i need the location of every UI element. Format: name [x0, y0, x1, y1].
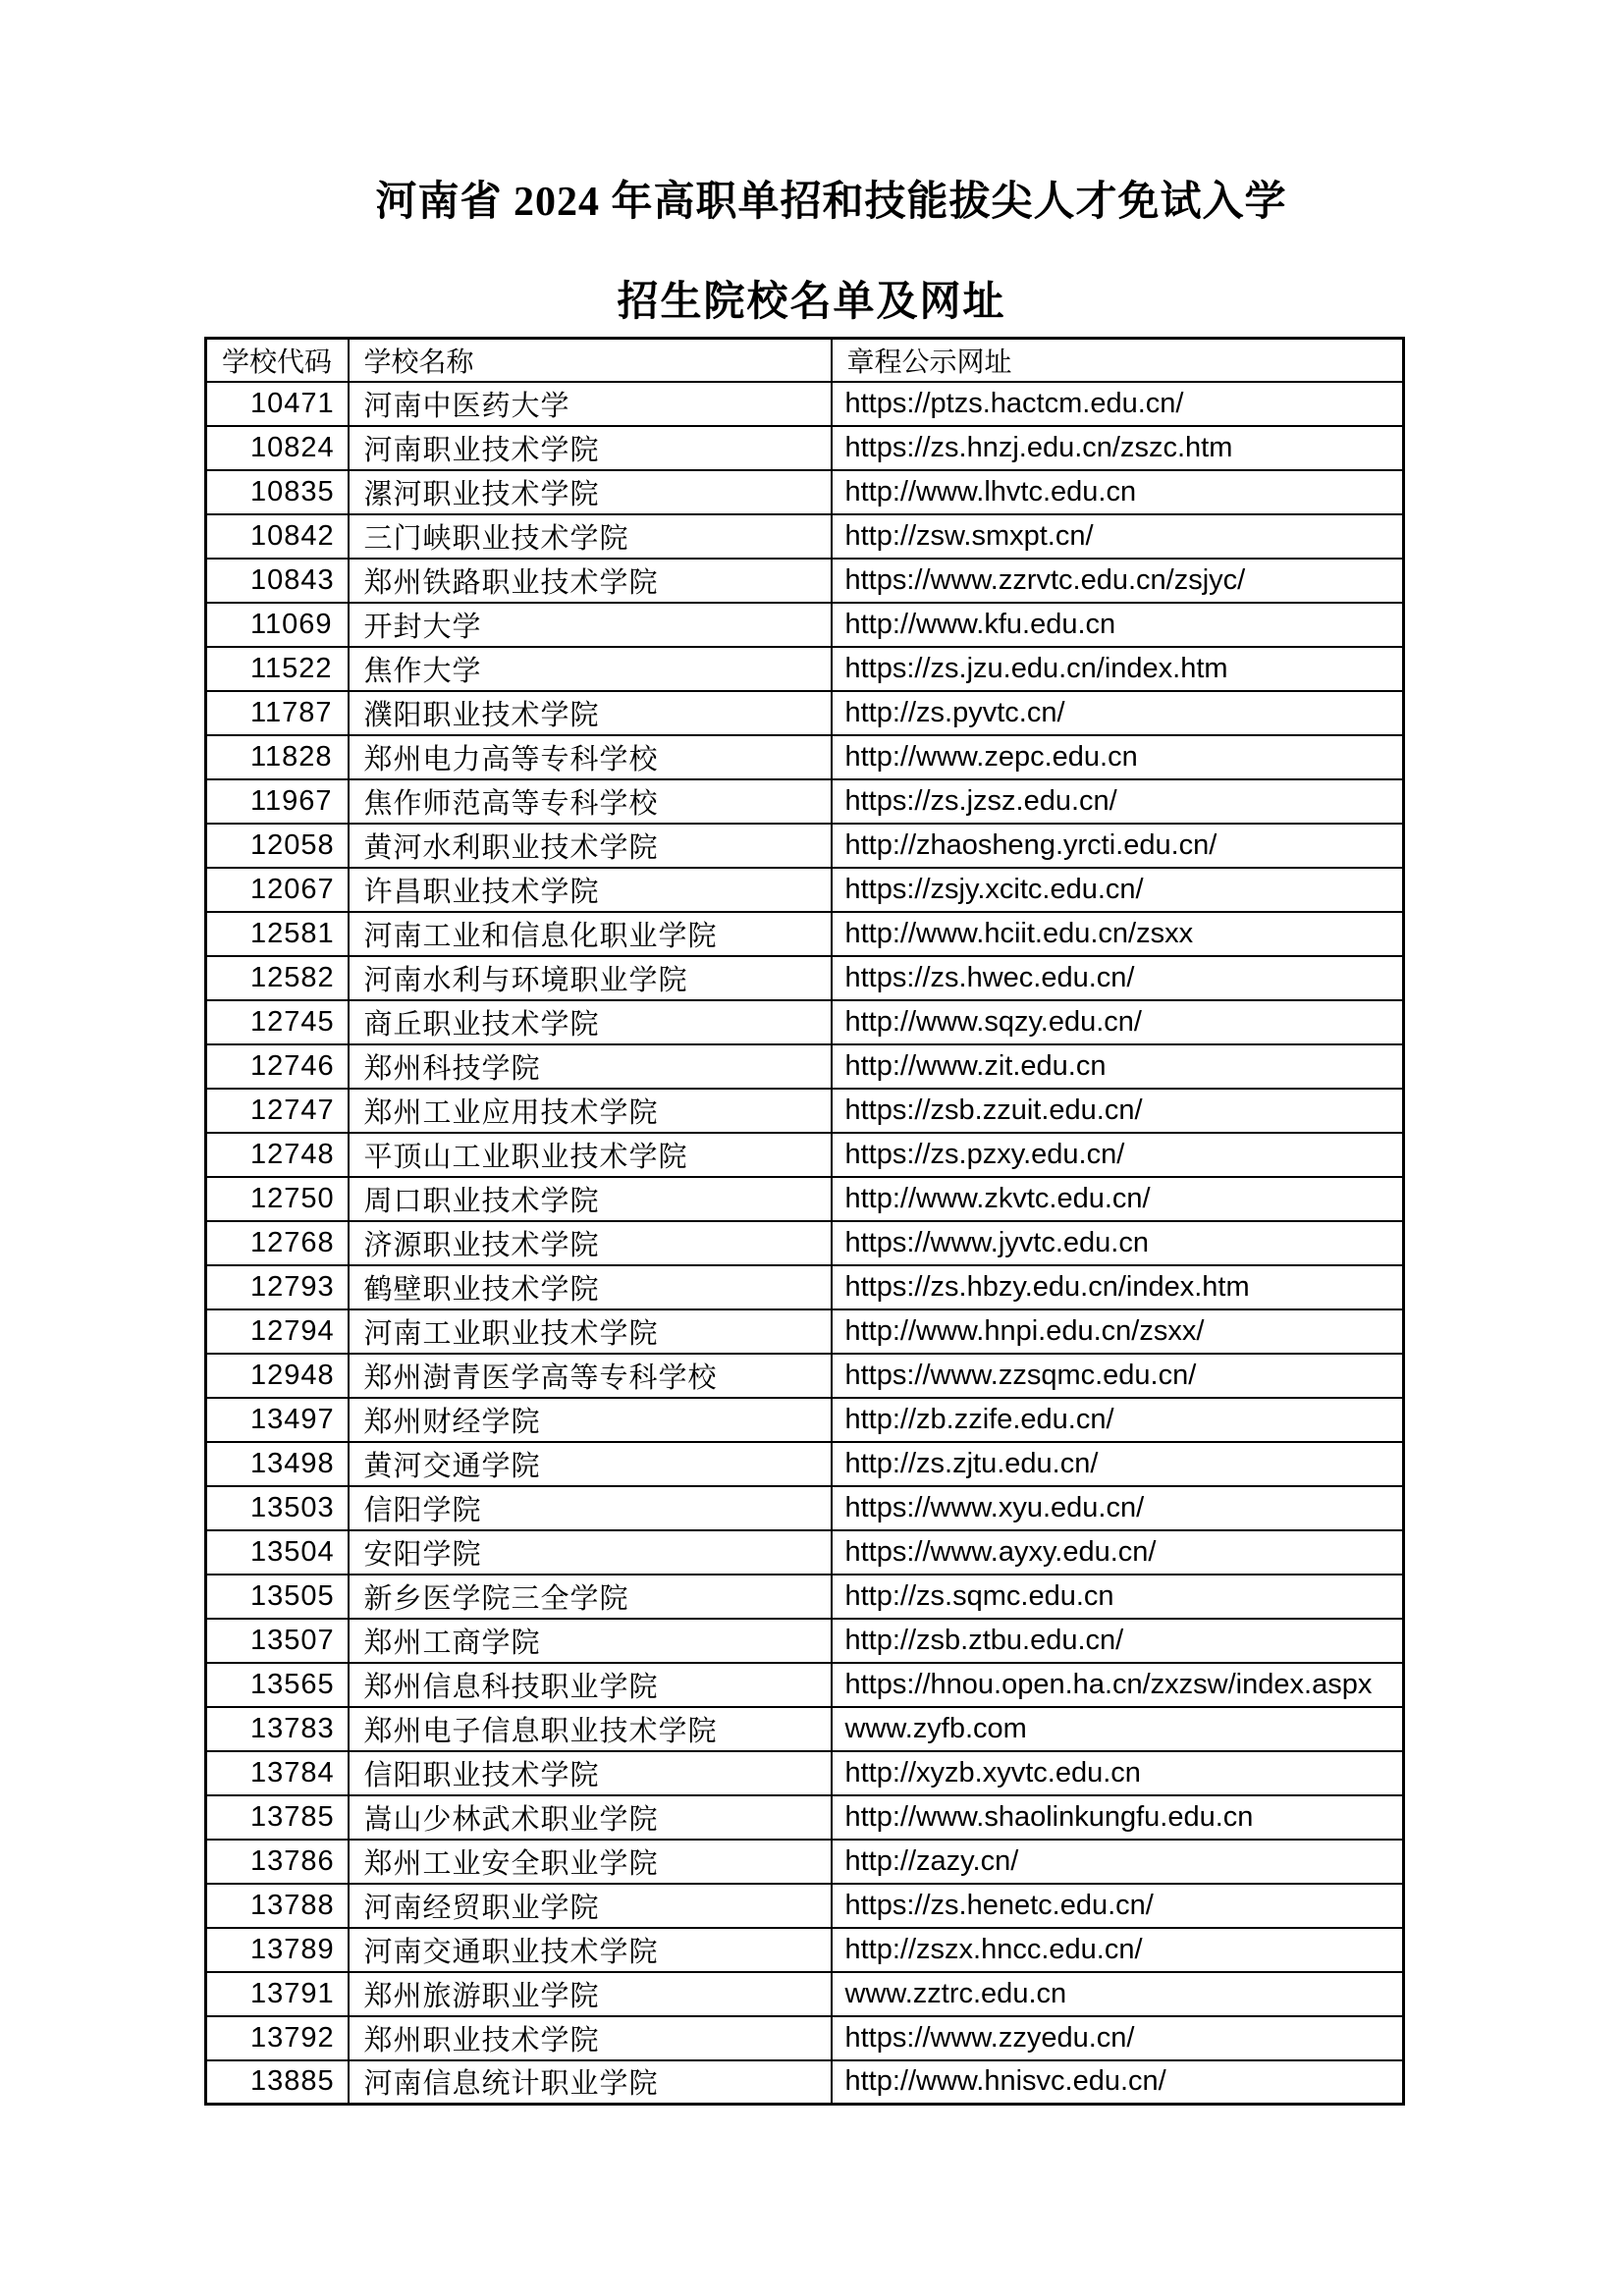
table-row	[206, 1530, 1404, 1575]
school-url-cell: http://zsw.smxpt.cn/	[832, 514, 1404, 559]
school-code-cell: 10835	[206, 470, 349, 514]
school-url-cell: www.zztrc.edu.cn	[832, 1972, 1404, 2016]
school-code-cell: 12745	[206, 1000, 349, 1044]
school-name-cell: 郑州电子信息职业技术学院	[349, 1707, 832, 1751]
school-url-cell: http://www.sqzy.edu.cn/	[832, 1000, 1404, 1044]
school-name-cell: 河南经贸职业学院	[349, 1884, 832, 1928]
table-row	[206, 1619, 1404, 1663]
school-name-cell: 河南交通职业技术学院	[349, 1928, 832, 1972]
school-name-cell: 濮阳职业技术学院	[349, 691, 832, 735]
school-name-cell: 河南职业技术学院	[349, 426, 832, 470]
school-name-cell: 信阳职业技术学院	[349, 1751, 832, 1795]
school-code-cell: 13785	[206, 1795, 349, 1840]
table-row	[206, 1795, 1404, 1840]
school-code-cell: 12750	[206, 1177, 349, 1221]
school-name-cell: 商丘职业技术学院	[349, 1000, 832, 1044]
school-url-cell: https://zs.pzxy.edu.cn/	[832, 1133, 1404, 1177]
school-url-cell: https://www.xyu.edu.cn/	[832, 1486, 1404, 1530]
school-code-cell: 11787	[206, 691, 349, 735]
school-url-cell: http://www.kfu.edu.cn	[832, 603, 1404, 647]
table-row	[206, 1840, 1404, 1884]
school-url-cell: http://zs.sqmc.edu.cn	[832, 1575, 1404, 1619]
school-url-cell: https://www.jyvtc.edu.cn	[832, 1221, 1404, 1265]
school-code-cell: 11069	[206, 603, 349, 647]
table-row	[206, 382, 1404, 426]
school-url-cell: http://zhaosheng.yrcti.edu.cn/	[832, 824, 1404, 868]
table-row	[206, 779, 1404, 824]
school-code-cell: 11522	[206, 647, 349, 691]
school-code-cell: 11967	[206, 779, 349, 824]
school-name-cell: 新乡医学院三全学院	[349, 1575, 832, 1619]
school-name-cell: 郑州工业应用技术学院	[349, 1089, 832, 1133]
school-name-cell: 平顶山工业职业技术学院	[349, 1133, 832, 1177]
school-name-cell: 焦作大学	[349, 647, 832, 691]
school-name-cell: 安阳学院	[349, 1530, 832, 1575]
school-code-cell: 13789	[206, 1928, 349, 1972]
school-name-cell: 河南中医药大学	[349, 382, 832, 426]
school-code-cell: 13498	[206, 1442, 349, 1486]
school-code-cell: 12582	[206, 956, 349, 1000]
table-row	[206, 735, 1404, 779]
school-code-cell: 12067	[206, 868, 349, 912]
table-row	[206, 691, 1404, 735]
school-name-cell: 郑州铁路职业技术学院	[349, 559, 832, 603]
school-code-cell: 12794	[206, 1309, 349, 1354]
table-row	[206, 1928, 1404, 1972]
school-name-cell: 郑州科技学院	[349, 1044, 832, 1089]
table-row	[206, 603, 1404, 647]
school-url-cell: http://www.zkvtc.edu.cn/	[832, 1177, 1404, 1221]
school-name-cell: 嵩山少林武术职业学院	[349, 1795, 832, 1840]
table-row	[206, 1089, 1404, 1133]
school-url-cell: https://zs.henetc.edu.cn/	[832, 1884, 1404, 1928]
table-row	[206, 2016, 1404, 2060]
school-name-cell: 许昌职业技术学院	[349, 868, 832, 912]
school-url-cell: http://www.lhvtc.edu.cn	[832, 470, 1404, 514]
table-row	[206, 824, 1404, 868]
table-row	[206, 1044, 1404, 1089]
school-url-cell: http://www.hciit.edu.cn/zsxx	[832, 912, 1404, 956]
table-row	[206, 1663, 1404, 1707]
school-code-cell: 13784	[206, 1751, 349, 1795]
school-name-cell: 河南信息统计职业学院	[349, 2060, 832, 2105]
school-code-cell: 13792	[206, 2016, 349, 2060]
school-code-cell: 10842	[206, 514, 349, 559]
school-url-cell: https://zsb.zzuit.edu.cn/	[832, 1089, 1404, 1133]
school-code-cell: 13885	[206, 2060, 349, 2105]
school-code-cell: 10824	[206, 426, 349, 470]
school-code-cell: 12746	[206, 1044, 349, 1089]
school-name-cell: 郑州信息科技职业学院	[349, 1663, 832, 1707]
school-code-cell: 12058	[206, 824, 349, 868]
school-list-table	[204, 337, 1405, 2106]
school-url-cell: http://zs.zjtu.edu.cn/	[832, 1442, 1404, 1486]
school-name-cell: 河南工业职业技术学院	[349, 1309, 832, 1354]
table-row	[206, 1000, 1404, 1044]
school-url-cell: https://www.zzrvtc.edu.cn/zsjyc/	[832, 559, 1404, 603]
school-url-cell: http://zszx.hncc.edu.cn/	[832, 1928, 1404, 1972]
school-code-cell: 12581	[206, 912, 349, 956]
school-name-cell: 河南工业和信息化职业学院	[349, 912, 832, 956]
school-code-cell: 10471	[206, 382, 349, 426]
school-url-cell: https://zs.jzu.edu.cn/index.htm	[832, 647, 1404, 691]
column-header-code: 学校代码	[206, 339, 349, 382]
school-url-cell: www.zyfb.com	[832, 1707, 1404, 1751]
table-row	[206, 1707, 1404, 1751]
school-code-cell: 13507	[206, 1619, 349, 1663]
school-code-cell: 13497	[206, 1398, 349, 1442]
table-row	[206, 1884, 1404, 1928]
school-url-cell: https://zs.jzsz.edu.cn/	[832, 779, 1404, 824]
table-row	[206, 868, 1404, 912]
school-url-cell: https://ptzs.hactcm.edu.cn/	[832, 382, 1404, 426]
table-row	[206, 1133, 1404, 1177]
school-code-cell: 13505	[206, 1575, 349, 1619]
table-row	[206, 2060, 1404, 2105]
column-header-url: 章程公示网址	[832, 339, 1404, 382]
school-name-cell: 郑州工业安全职业学院	[349, 1840, 832, 1884]
table-row	[206, 1972, 1404, 2016]
school-code-cell: 12768	[206, 1221, 349, 1265]
school-code-cell: 12793	[206, 1265, 349, 1309]
table-row	[206, 1751, 1404, 1795]
school-name-cell: 济源职业技术学院	[349, 1221, 832, 1265]
school-name-cell: 信阳学院	[349, 1486, 832, 1530]
table-row	[206, 426, 1404, 470]
school-code-cell: 13783	[206, 1707, 349, 1751]
school-code-cell: 11828	[206, 735, 349, 779]
table-row	[206, 1575, 1404, 1619]
school-name-cell: 焦作师范高等专科学校	[349, 779, 832, 824]
school-url-cell: https://www.zzsqmc.edu.cn/	[832, 1354, 1404, 1398]
table-row	[206, 514, 1404, 559]
table-row	[206, 1177, 1404, 1221]
school-url-cell: https://zs.hwec.edu.cn/	[832, 956, 1404, 1000]
school-url-cell: http://www.hnisvc.edu.cn/	[832, 2060, 1404, 2105]
school-code-cell: 10843	[206, 559, 349, 603]
table-row	[206, 1354, 1404, 1398]
school-url-cell: http://zb.zzife.edu.cn/	[832, 1398, 1404, 1442]
school-name-cell: 郑州财经学院	[349, 1398, 832, 1442]
school-code-cell: 12948	[206, 1354, 349, 1398]
school-url-cell: https://zs.hbzy.edu.cn/index.htm	[832, 1265, 1404, 1309]
school-url-cell: https://hnou.open.ha.cn/zxzsw/index.aspx	[832, 1663, 1404, 1707]
table-row	[206, 1442, 1404, 1486]
school-name-cell: 周口职业技术学院	[349, 1177, 832, 1221]
table-row	[206, 1486, 1404, 1530]
school-url-cell: http://www.zit.edu.cn	[832, 1044, 1404, 1089]
table-row	[206, 470, 1404, 514]
school-url-cell: http://zsb.ztbu.edu.cn/	[832, 1619, 1404, 1663]
school-name-cell: 开封大学	[349, 603, 832, 647]
school-url-cell: http://www.hnpi.edu.cn/zsxx/	[832, 1309, 1404, 1354]
table-row	[206, 912, 1404, 956]
page-subtitle: 招生院校名单及网址	[617, 280, 1006, 325]
school-name-cell: 黄河水利职业技术学院	[349, 824, 832, 868]
table-row	[206, 647, 1404, 691]
table-row	[206, 559, 1404, 603]
school-url-cell: http://www.zepc.edu.cn	[832, 735, 1404, 779]
table-row	[206, 1221, 1404, 1265]
page-title: 河南省 2024 年高职单招和技能拔尖人才免试入学	[375, 180, 1287, 225]
school-name-cell: 郑州职业技术学院	[349, 2016, 832, 2060]
school-code-cell: 13503	[206, 1486, 349, 1530]
school-name-cell: 郑州电力高等专科学校	[349, 735, 832, 779]
school-name-cell: 郑州工商学院	[349, 1619, 832, 1663]
table-header-row	[206, 339, 1404, 382]
school-name-cell: 黄河交通学院	[349, 1442, 832, 1486]
school-url-cell: http://zazy.cn/	[832, 1840, 1404, 1884]
school-url-cell: http://www.shaolinkungfu.edu.cn	[832, 1795, 1404, 1840]
school-name-cell: 郑州旅游职业学院	[349, 1972, 832, 2016]
school-name-cell: 漯河职业技术学院	[349, 470, 832, 514]
school-url-cell: https://zs.hnzj.edu.cn/zszc.htm	[832, 426, 1404, 470]
school-url-cell: https://zsjy.xcitc.edu.cn/	[832, 868, 1404, 912]
school-url-cell: http://xyzb.xyvtc.edu.cn	[832, 1751, 1404, 1795]
table-row	[206, 1398, 1404, 1442]
school-code-cell: 13504	[206, 1530, 349, 1575]
school-url-cell: http://zs.pyvtc.cn/	[832, 691, 1404, 735]
school-code-cell: 13565	[206, 1663, 349, 1707]
school-name-cell: 三门峡职业技术学院	[349, 514, 832, 559]
table-row	[206, 1265, 1404, 1309]
table-row	[206, 956, 1404, 1000]
school-name-cell: 鹤壁职业技术学院	[349, 1265, 832, 1309]
school-url-cell: https://www.ayxy.edu.cn/	[832, 1530, 1404, 1575]
school-url-cell: https://www.zzyedu.cn/	[832, 2016, 1404, 2060]
table-row	[206, 1309, 1404, 1354]
school-code-cell: 13786	[206, 1840, 349, 1884]
school-name-cell: 郑州澍青医学高等专科学校	[349, 1354, 832, 1398]
school-code-cell: 13788	[206, 1884, 349, 1928]
column-header-name: 学校名称	[349, 339, 832, 382]
school-code-cell: 12747	[206, 1089, 349, 1133]
school-code-cell: 12748	[206, 1133, 349, 1177]
school-code-cell: 13791	[206, 1972, 349, 2016]
school-name-cell: 河南水利与环境职业学院	[349, 956, 832, 1000]
